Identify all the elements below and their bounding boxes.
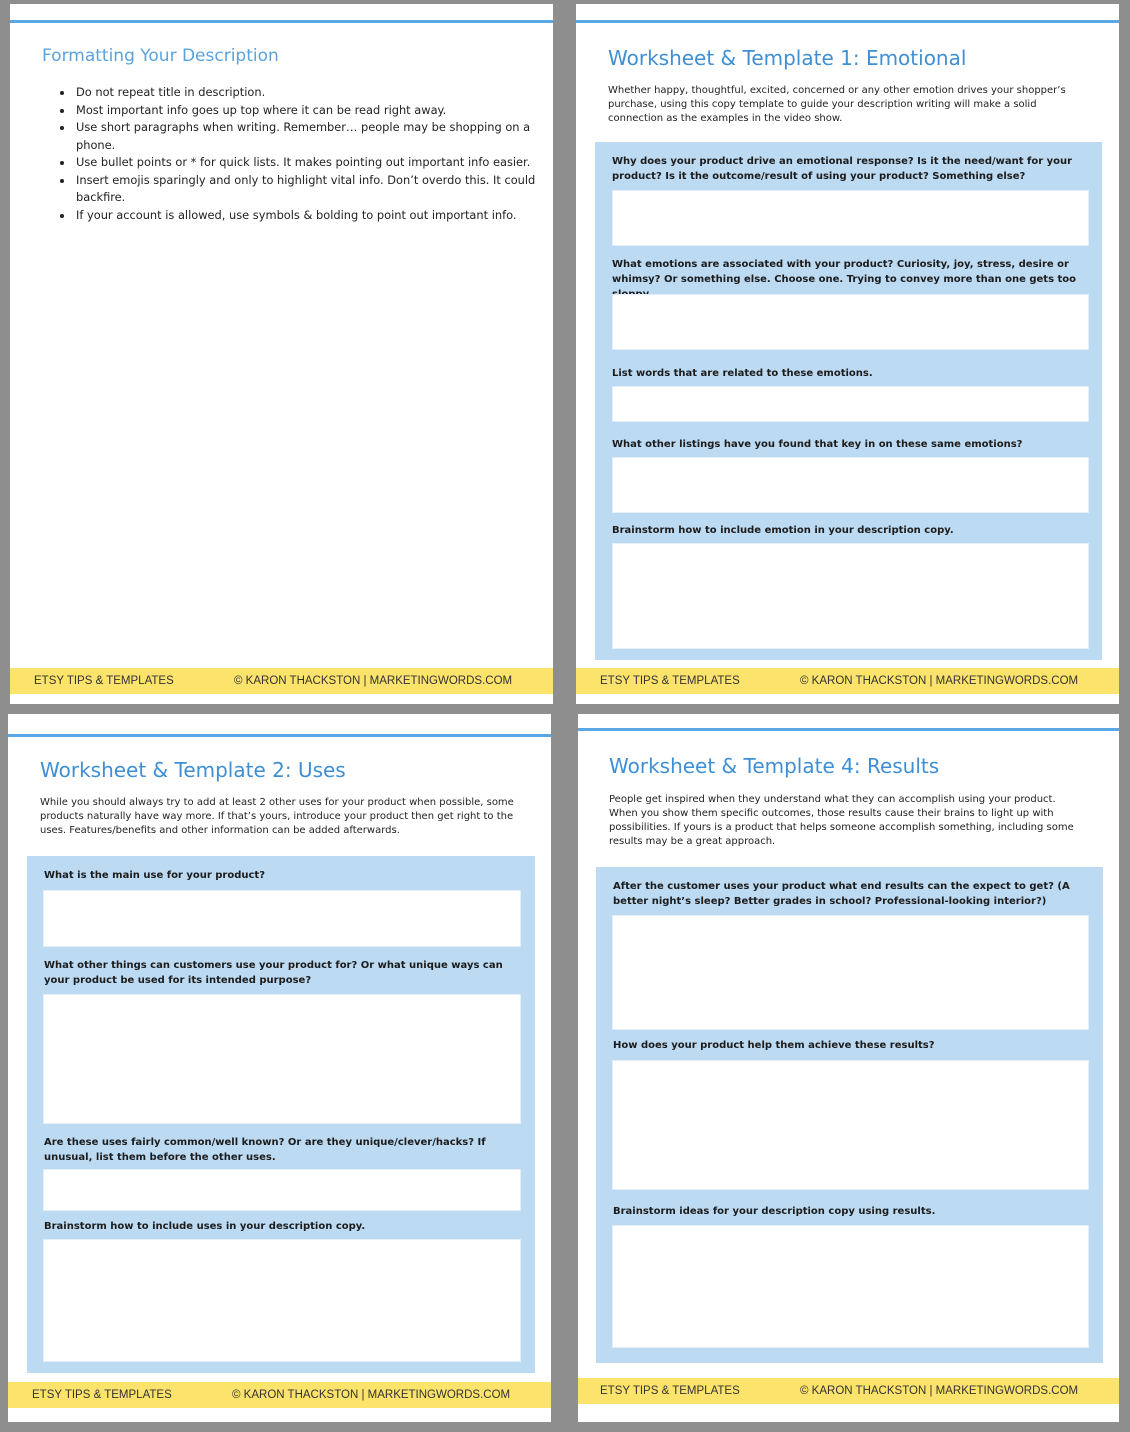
- worksheet-question: Why does your product drive an emotional response? Is it the need/want for your product? Is it the outcome/result of using your product? Something else?: [612, 156, 1073, 182]
- intro-paragraph: While you should always try to add at least 2 other uses for your product when possible, some products naturally have way more. If that’s yours, introduce your product then get right to the uses. Features/benefits and other information can be added afterwards.: [40, 797, 514, 836]
- answer-box[interactable]: [612, 1060, 1089, 1190]
- list-item: • Use short paragraphs when writing. Remember… people may be shopping on a phone.: [74, 119, 544, 154]
- list-item: • Use bullet points or * for quick lists. It makes pointing out important info easier.: [74, 154, 544, 172]
- page-title: Formatting Your Description: [42, 46, 279, 66]
- page-footer: [576, 668, 1119, 694]
- tips-list: [56, 84, 544, 224]
- worksheet-question: What emotions are associated with your product? Curiosity, joy, stress, desire or whimsy? Or something else. Choose one. Trying to convey more than one gets too: [612, 259, 1077, 285]
- answer-box[interactable]: [612, 190, 1089, 246]
- answer-box[interactable]: [612, 1225, 1089, 1348]
- answer-box[interactable]: [43, 994, 521, 1124]
- intro-paragraph: People get inspired when they understand what they can accomplish using your product. When you show them specific outcomes, those results cause their brains to light up with possibilities. If yours is a product that helps someone accomplish something, including some results may be a great approach.: [609, 794, 1074, 847]
- list-item: • Most important info goes up top where it can be read right away.: [74, 102, 544, 120]
- worksheet-question: Are these uses fairly common/well known? Or are they unique/clever/hacks? If unusual, list them before the other uses.: [44, 1137, 486, 1163]
- worksheet-question: Brainstorm how to include emotion in your description copy.: [612, 525, 954, 536]
- worksheet-question: How does your product help them achieve these results?: [613, 1040, 935, 1051]
- header-rule: [576, 20, 1119, 23]
- page-footer: [8, 1382, 551, 1408]
- answer-box[interactable]: [612, 915, 1089, 1030]
- page-worksheet-emotional: [576, 4, 1119, 704]
- footer-right-label: © KARON THACKSTON | MARKETINGWORDS.COM: [800, 675, 1079, 687]
- page-worksheet-uses: [8, 714, 551, 1422]
- answer-box[interactable]: [612, 386, 1089, 422]
- footer-left-label: ETSY TIPS & TEMPLATES: [32, 1389, 172, 1401]
- page-title: Worksheet & Template 2: Uses: [40, 758, 346, 782]
- list-item: • Insert emojis sparingly and only to highlight vital info. Don’t overdo this. It could backfire.: [74, 172, 544, 207]
- answer-box[interactable]: [612, 543, 1089, 649]
- footer-right-label: © KARON THACKSTON | MARKETINGWORDS.COM: [800, 1385, 1079, 1397]
- header-rule: [10, 20, 553, 23]
- page-worksheet-results: [578, 714, 1119, 1422]
- page-footer: [578, 1378, 1119, 1404]
- worksheet-panel: [27, 856, 535, 1373]
- worksheet-question: What other things can customers use your product for? Or what unique ways can your product be used for its intended purpose?: [44, 960, 503, 986]
- worksheet-question: Brainstorm how to include uses in your description copy.: [44, 1221, 366, 1232]
- worksheet-question: What other listings have you found that key in on these same emotions?: [612, 439, 1023, 450]
- header-rule: [578, 728, 1119, 731]
- worksheet-question: List words that are related to these emotions.: [612, 368, 873, 379]
- list-item: • Do not repeat title in description.: [74, 84, 544, 102]
- footer-right-label: © KARON THACKSTON | MARKETINGWORDS.COM: [232, 1389, 511, 1401]
- worksheet-question: After the customer uses your product what end results can the expect to get? (A better night’s sleep? Better grades in school? Professional-looking interior?): [613, 881, 1070, 907]
- worksheet-question: What is the main use for your product?: [44, 870, 266, 881]
- footer-left-label: ETSY TIPS & TEMPLATES: [600, 675, 740, 687]
- page-formatting-description: [10, 4, 553, 704]
- answer-box[interactable]: [43, 1239, 521, 1362]
- footer-left-label: ETSY TIPS & TEMPLATES: [34, 675, 174, 687]
- answer-box[interactable]: [612, 457, 1089, 513]
- answer-box[interactable]: [612, 294, 1089, 350]
- footer-left-label: ETSY TIPS & TEMPLATES: [600, 1385, 740, 1397]
- intro-paragraph: Whether happy, thoughtful, excited, concerned or any other emotion drives your shopper’s purchase, using this copy template to guide your description writing will make a solid connection as the examples in the video show.: [608, 85, 1066, 124]
- footer-right-label: © KARON THACKSTON | MARKETINGWORDS.COM: [234, 675, 513, 687]
- list-item: • If your account is allowed, use symbols & bolding to point out important info.: [74, 207, 544, 225]
- worksheet-question: Brainstorm ideas for your description copy using results.: [613, 1206, 936, 1217]
- answer-box[interactable]: [43, 890, 521, 947]
- page-title: Worksheet & Template 4: Results: [609, 754, 940, 778]
- answer-box[interactable]: [43, 1169, 521, 1211]
- page-footer: [10, 668, 553, 694]
- header-rule: [8, 734, 551, 737]
- worksheet-panel: [596, 867, 1103, 1363]
- worksheet-panel: [595, 142, 1102, 660]
- page-title: Worksheet & Template 1: Emotional: [608, 46, 967, 70]
